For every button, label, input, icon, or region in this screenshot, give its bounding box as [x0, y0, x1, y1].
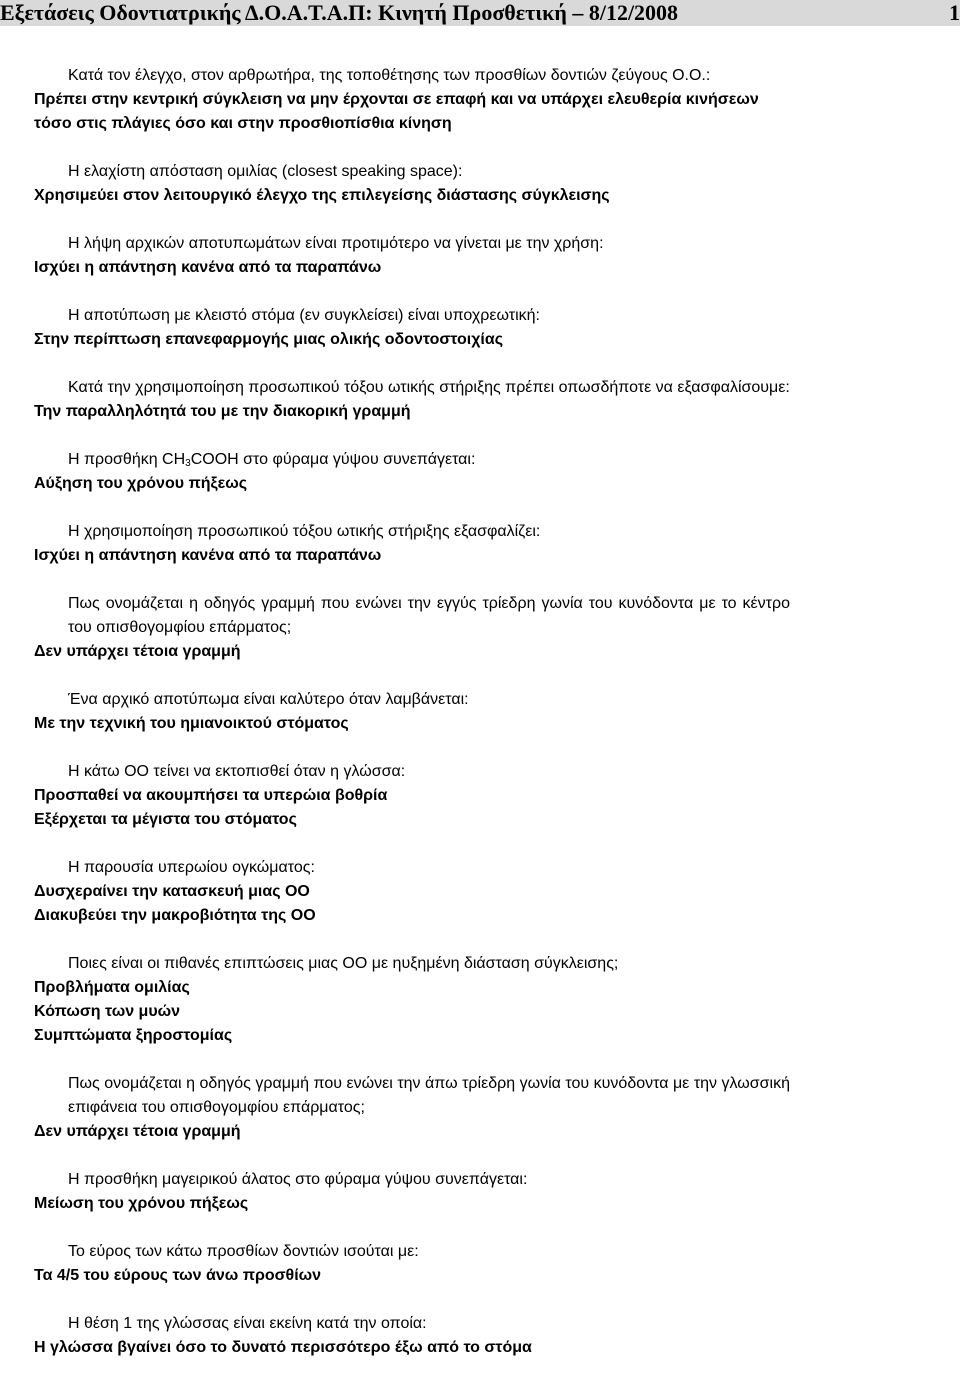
- answer-text: Δεν υπάρχει τέτοια γραμμή: [34, 1123, 241, 1140]
- question-item: [34, 1312, 790, 1360]
- question-item: [34, 232, 790, 280]
- question-item: [34, 1072, 790, 1144]
- answer-text: Με την τεχνική του ημιανοικτού στόματος: [34, 715, 349, 732]
- question-item: [34, 856, 790, 928]
- answer-text: Χρησιμεύει στον λειτουργικό έλεγχο της επιλεγείσης διάστασης σύγκλεισης: [34, 187, 610, 204]
- question-item: [34, 592, 790, 664]
- answer-text: Διακυβεύει την μακροβιότητα της ΟΟ: [34, 907, 316, 924]
- answer-text: Δυσχεραίνει την κατασκευή μιας ΟΟ: [34, 883, 310, 900]
- answer-text: Η γλώσσα βγαίνει όσο το δυνατό περισσότερο έξω από το στόμα: [34, 1339, 532, 1356]
- question-text: Το εύρος των κάτω προσθίων δοντιών ισούται με:: [68, 1243, 419, 1260]
- page-number: 1: [949, 0, 960, 25]
- question-text: [34, 448, 790, 472]
- subscript: 3: [185, 458, 191, 469]
- answer-text: Πρέπει στην κεντρική σύγκλειση να μην έρχονται σε επαφή και να υπάρχει ελευθερία κινήσεων τόσο στις πλάγιες όσο και στην προσθιοπίσθια κίνηση: [34, 91, 759, 132]
- answer-text: Συμπτώματα ξηροστομίας: [34, 1027, 233, 1044]
- document-title: Εξετάσεις Οδοντιατρικής Δ.Ο.Α.Τ.Α.Π: Κινητή Προσθετική – 8/12/2008: [0, 0, 679, 25]
- question-text: Η χρησιμοποίηση προσωπικού τόξου ωτικής στήριξης εξασφαλίζει:: [68, 523, 541, 540]
- answer-text: Αύξηση του χρόνου πήξεως: [34, 475, 248, 492]
- question-text: Η αποτύπωση με κλειστό στόμα (εν συγκλείσει) είναι υποχρεωτική:: [68, 307, 540, 324]
- question-text: Πως ονομάζεται η οδηγός γραμμή που ενώνει την εγγύς τρίεδρη γωνία του κυνόδοντα με το κέντρο του οπισθογομφίου επάρματος;: [68, 595, 790, 636]
- answer-text: Μείωση του χρόνου πήξεως: [34, 1195, 249, 1212]
- question-text: Ένα αρχικό αποτύπωμα είναι καλύτερο όταν λαμβάνεται:: [68, 691, 469, 708]
- question-text: Κατά την χρησιμοποίηση προσωπικού τόξου ωτικής στήριξης πρέπει οπωσδήποτε να εξασφαλίσουμε:: [68, 379, 790, 396]
- question-item: [34, 760, 790, 832]
- question-text: Η κάτω ΟΟ τείνει να εκτοπισθεί όταν η γλώσσα:: [68, 763, 406, 780]
- question-item: [34, 376, 790, 424]
- question-item: [34, 1240, 790, 1288]
- question-item: [34, 952, 790, 1048]
- answer-text: Την παραλληλότητά του με την διακορική γραμμή: [34, 403, 411, 420]
- answer-text: Προβλήματα ομιλίας: [34, 979, 190, 996]
- question-text-end: COOH στο φύραμα γύψου συνεπάγεται:: [190, 451, 476, 468]
- answer-text: Κόπωση των μυών: [34, 1003, 181, 1020]
- question-item: [34, 64, 790, 136]
- question-item: [34, 1168, 790, 1216]
- question-text: Η λήψη αρχικών αποτυπωμάτων είναι προτιμότερο να γίνεται με την χρήση:: [68, 235, 604, 252]
- question-text: Η ελαχίστη απόσταση ομιλίας (closest speaking space):: [68, 163, 463, 180]
- question-item: [34, 448, 790, 496]
- question-text: Η θέση 1 της γλώσσας είναι εκείνη κατά την οποία:: [68, 1315, 427, 1332]
- answer-text: Ισχύει η απάντηση κανένα από τα παραπάνω: [34, 547, 382, 564]
- answer-text: Ισχύει η απάντηση κανένα από τα παραπάνω: [34, 259, 382, 276]
- question-text: Η προσθήκη μαγειρικού άλατος στο φύραμα γύψου συνεπάγεται:: [68, 1171, 528, 1188]
- question-item: [34, 520, 790, 568]
- question-text: Η παρουσία υπερωίου ογκώματος:: [68, 859, 315, 876]
- question-item: [34, 304, 790, 352]
- question-item: [34, 160, 790, 208]
- answer-text: Προσπαθεί να ακουμπήσει τα υπερώια βοθρία: [34, 787, 388, 804]
- question-text: Κατά τον έλεγχο, στον αρθρωτήρα, της τοποθέτησης των προσθίων δοντιών ζεύγους Ο.Ο.:: [68, 67, 711, 84]
- answer-text: Δεν υπάρχει τέτοια γραμμή: [34, 643, 241, 660]
- question-text: Πως ονομάζεται η οδηγός γραμμή που ενώνει την άπω τρίεδρη γωνία του κυνόδοντα με την γλωσσική επιφάνεια του οπισθογομφίου επάρματος;: [68, 1075, 790, 1116]
- answer-text: Στην περίπτωση επανεφαρμογής μιας ολικής οδοντοστοιχίας: [34, 331, 504, 348]
- exam-content: [34, 64, 790, 1384]
- answer-text: Τα 4/5 του εύρους των άνω προσθίων: [34, 1267, 322, 1284]
- question-text: Ποιες είναι οι πιθανές επιπτώσεις μιας ΟΟ με ηυξημένη διάσταση σύγκλεισης;: [68, 955, 619, 972]
- answer-text: Εξέρχεται τα μέγιστα του στόματος: [34, 811, 297, 828]
- question-item: [34, 688, 790, 736]
- page-header: [0, 0, 960, 26]
- question-text-start: Η προσθήκη CH: [68, 451, 186, 468]
